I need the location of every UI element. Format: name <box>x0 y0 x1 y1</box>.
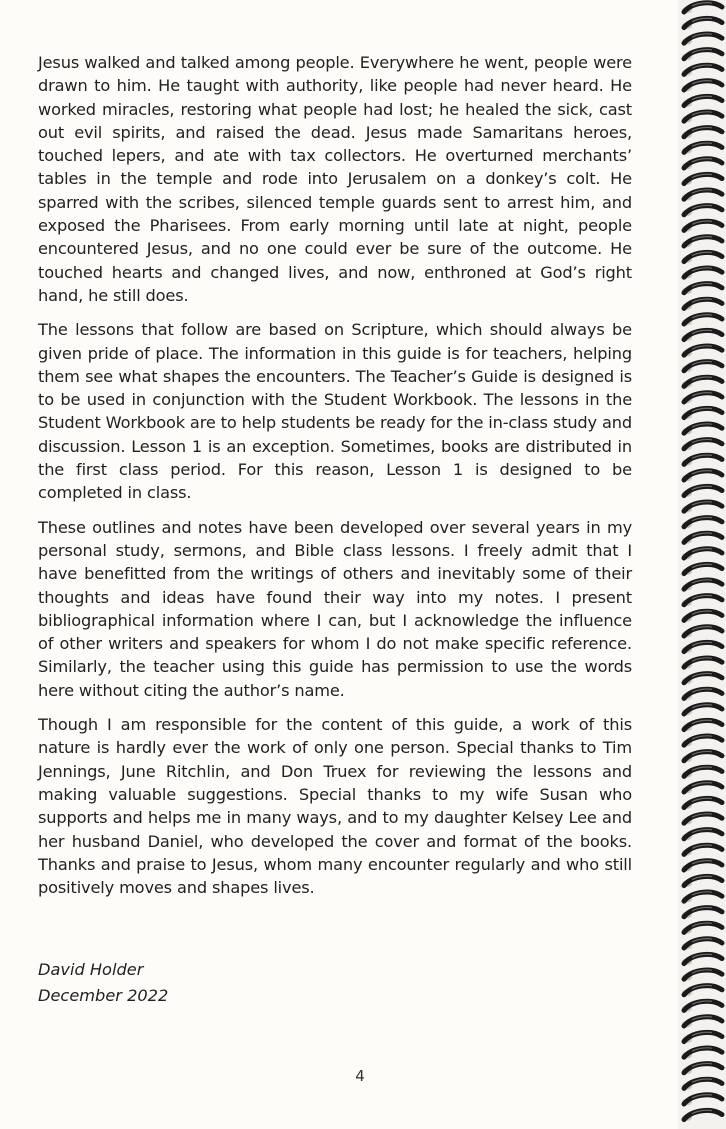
page-number: 4 <box>355 1067 365 1085</box>
spiral-binding-icon <box>678 0 726 1129</box>
author-name: David Holder <box>38 960 144 979</box>
signature-date: December 2022 <box>38 986 169 1005</box>
signature-block <box>38 957 168 1009</box>
paragraph-intro: Jesus walked and talked among people. Everywhere he went, people were drawn to him. He taught with authority, like people had never heard. He worked miracles, restoring what people had lost; he healed the sick, cast out evil spirits, and raised the dead. Jesus made Samaritans heroes, touched lepers, and ate with tax collectors. He overturned merchants’ tables in the temple and rode into Jerusalem on a donkey’s colt. He sparred with the scribes, silenced temple guards sent to arrest him, and exposed the Pharisees. From early morning until late at night, people encountered Jesus, and no one could ever be sure of the outcome. He touched hearts and changed lives, and now, enthroned at God’s right hand, he still does. <box>38 53 632 305</box>
paragraph-thanks: Though I am responsible for the content of this guide, a work of this nature is hardly ever the work of only one person. Special thanks to Tim Jennings, June Ritchlin, and Don Truex for reviewing the lessons and making valuable suggestions. Special thanks to my wife Susan who supports and helps me in many ways, and to my daughter Kelsey Lee and her husband Daniel, who developed the cover and format of the books. Thanks and praise to Jesus, whom many encounter regularly and who still positively moves and shapes lives. <box>38 715 632 898</box>
paragraph-sources: These outlines and notes have been developed over several years in my personal study, sermons, and Bible class lessons. I freely admit that I have benefitted from the writings of others and inevitably some of their thoughts and ideas have found their way into my notes. I present bibliographical information where I can, but I acknowledge the influence of other writers and speakers for whom I do not make specific reference. Similarly, the teacher using this guide has permission to use the words here without citing the author’s name. <box>38 517 632 700</box>
paragraph-lessons: The lessons that follow are based on Scripture, which should always be given pride of place. The information in this guide is for teachers, helping them see what shapes the encounters. The Teacher’s Guide is designed is to be used in conjunction with the Student Workbook. The lessons in the Student Workbook are to help students be ready for the in-class study and discussion. Lesson 1 is an exception. Sometimes, books are distributed in the first class period. For this reason, Lesson 1 is designed to be completed in class. <box>38 320 632 503</box>
page-body <box>38 51 632 910</box>
